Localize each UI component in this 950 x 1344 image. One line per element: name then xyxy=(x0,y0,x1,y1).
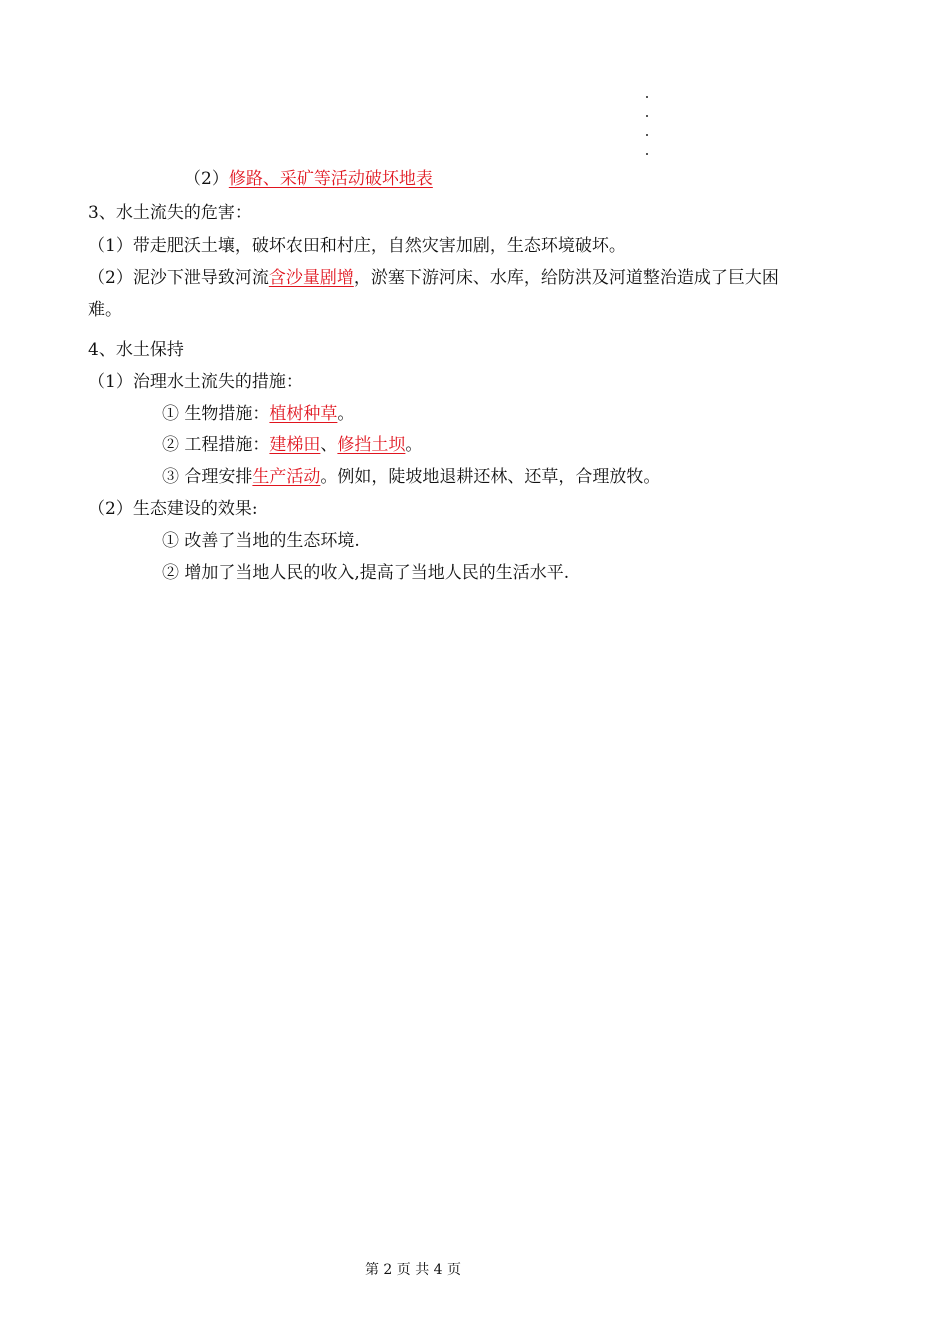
item-prefix: （2） xyxy=(184,169,229,189)
text-segment: 、 xyxy=(320,435,338,455)
section-3-heading: 3、水土流失的危害： xyxy=(88,203,252,223)
measure-3 xyxy=(162,466,660,488)
text-segment: 。例如，陡坡地退耕还林、还草，合理放牧。 xyxy=(320,467,661,487)
text-segment: ① 生物措施： xyxy=(162,404,270,424)
item-2-causes xyxy=(184,168,433,190)
highlight-answer: 修挡土坝 xyxy=(337,435,406,455)
highlight-answer: 植树种草 xyxy=(269,404,338,424)
text-segment: ③ 合理安排 xyxy=(162,467,253,487)
measure-1 xyxy=(162,403,354,425)
text-segment: 。 xyxy=(337,404,355,424)
text-segment: ，淤塞下游河床、水库，给防洪及河道整治造成了巨大困 xyxy=(353,268,779,288)
effect-2: ② 增加了当地人民的收入,提高了当地人民的生活水平. xyxy=(162,563,570,583)
harm-item-2-continued: 难。 xyxy=(88,300,122,320)
effect-1: ① 改善了当地的生态环境. xyxy=(162,531,360,551)
harm-item-2 xyxy=(88,267,779,289)
section-4-heading: 4、水土保持 xyxy=(88,340,184,360)
text-segment: （2）泥沙下泄导致河流 xyxy=(88,268,269,288)
measures-heading: （1）治理水土流失的措施： xyxy=(88,372,303,392)
harm-item-1: （1）带走肥沃土壤，破坏农田和村庄，自然灾害加剧，生态环境破坏。 xyxy=(88,236,626,256)
page-footer: 第 2 页 共 4 页 xyxy=(364,1262,462,1278)
highlight-answer: 建梯田 xyxy=(269,435,321,455)
text-segment: 。 xyxy=(405,435,423,455)
highlight-answer: 修路、采矿等活动破坏地表 xyxy=(228,169,433,189)
measure-2 xyxy=(162,434,422,456)
margin-dots xyxy=(646,96,650,172)
highlight-answer: 含沙量剧增 xyxy=(268,268,354,288)
highlight-answer: 生产活动 xyxy=(252,467,321,487)
effects-heading: （2）生态建设的效果: xyxy=(88,499,258,519)
text-segment: ② 工程措施： xyxy=(162,435,270,455)
